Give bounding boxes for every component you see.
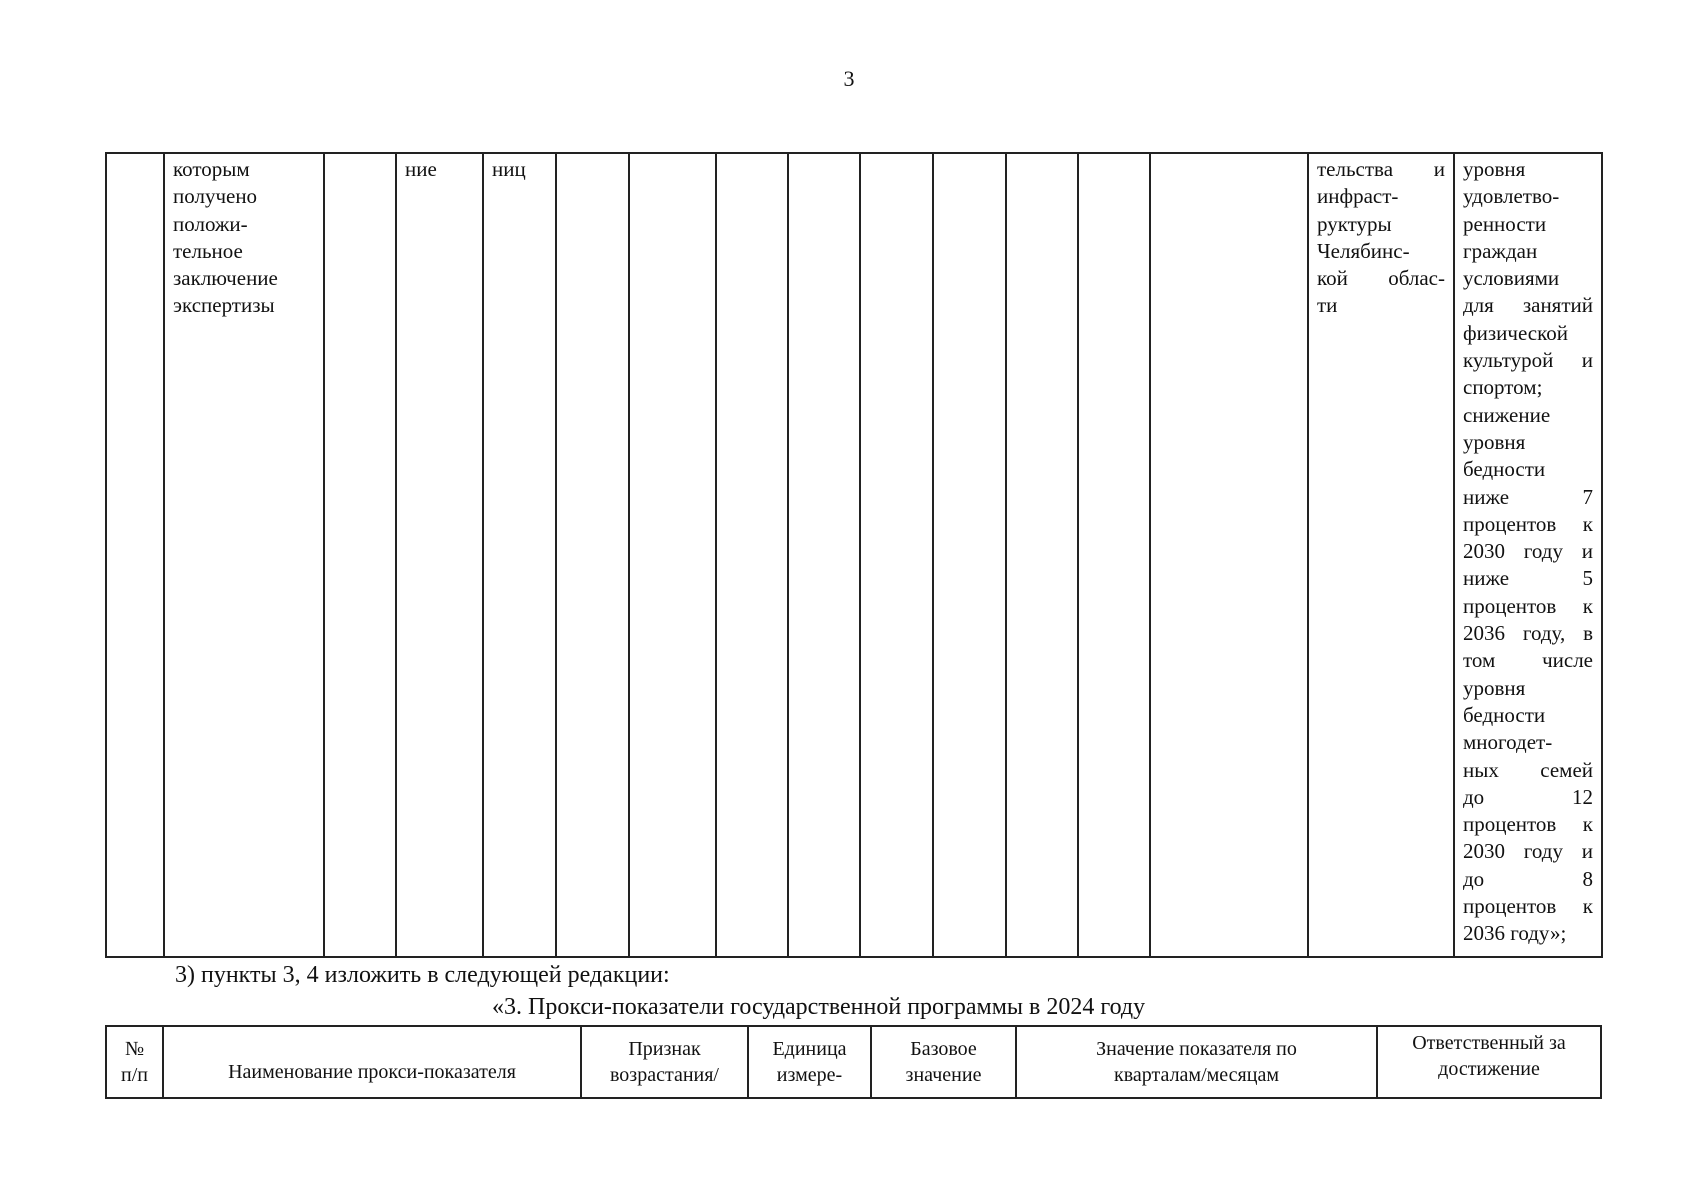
cell-line: процентов к bbox=[1463, 593, 1593, 618]
cell-line: ных семей bbox=[1463, 757, 1593, 782]
header-cell-unit bbox=[748, 1026, 871, 1098]
table-cell bbox=[1150, 153, 1308, 957]
cell-line: Челябинс- bbox=[1317, 238, 1410, 263]
table-cell-responsible bbox=[1308, 153, 1454, 957]
header-cell-trend bbox=[581, 1026, 748, 1098]
cell-line: заключение bbox=[173, 266, 278, 291]
table-cell bbox=[106, 153, 164, 957]
cell-line: ти bbox=[1317, 293, 1338, 318]
table-cell bbox=[1006, 153, 1078, 957]
continued-indicator-table bbox=[105, 152, 1603, 958]
header-line: Базовое bbox=[910, 1038, 977, 1060]
table-cell bbox=[933, 153, 1006, 957]
cell-line: процентов к bbox=[1463, 511, 1593, 536]
cell-line: снижение bbox=[1463, 402, 1551, 427]
cell-line: многодет- bbox=[1463, 730, 1553, 755]
cell-line: спортом; bbox=[1463, 375, 1543, 400]
table-cell bbox=[324, 153, 396, 957]
header-line: значение bbox=[905, 1064, 982, 1086]
table-cell bbox=[860, 153, 933, 957]
header-line: измере- bbox=[776, 1064, 843, 1086]
cell-line: физической bbox=[1463, 320, 1568, 345]
table-cell-national-goal bbox=[1454, 153, 1602, 957]
cell-line: ниже 7 bbox=[1463, 484, 1593, 509]
page-number: 3 bbox=[843, 66, 855, 91]
section-title: «3. Прокси-показатели государственной программы в 2024 году bbox=[492, 994, 1146, 1020]
table-cell bbox=[629, 153, 716, 957]
table-cell bbox=[788, 153, 860, 957]
cell-line: 2030 году и bbox=[1463, 539, 1593, 564]
cell-line: которым bbox=[173, 157, 250, 181]
table-cell bbox=[1078, 153, 1150, 957]
table-row bbox=[106, 153, 1602, 957]
cell-line: удовлетво- bbox=[1463, 184, 1560, 209]
header-line: Ответственный за bbox=[1412, 1032, 1566, 1054]
cell-line: 2036 году, в bbox=[1463, 621, 1593, 646]
header-line: № bbox=[124, 1038, 145, 1060]
cell-line: инфраст- bbox=[1317, 184, 1399, 209]
table-cell bbox=[716, 153, 788, 957]
cell-line: экспертизы bbox=[173, 293, 275, 318]
header-line: Единица bbox=[772, 1038, 847, 1060]
cell-text: ниц bbox=[492, 157, 526, 181]
cell-line: уровня bbox=[1463, 157, 1526, 181]
cell-line: уровня bbox=[1463, 429, 1526, 454]
header-line: Признак bbox=[628, 1038, 701, 1060]
cell-line: до 8 bbox=[1463, 866, 1593, 891]
cell-line: том числе bbox=[1463, 648, 1593, 673]
cell-text: ние bbox=[405, 157, 437, 181]
table-cell-indicator-name bbox=[164, 153, 324, 957]
table-cell bbox=[556, 153, 629, 957]
cell-line: тельное bbox=[173, 238, 243, 263]
proxy-indicators-table-header bbox=[105, 1025, 1602, 1099]
header-line: Значение показателя по bbox=[1096, 1038, 1297, 1060]
header-cell-responsible bbox=[1377, 1026, 1601, 1098]
header-cell-name bbox=[163, 1026, 581, 1098]
header-cell-number bbox=[106, 1026, 163, 1098]
cell-line: процентов к bbox=[1463, 894, 1593, 919]
cell-line: 2030 году и bbox=[1463, 839, 1593, 864]
header-cell-quarterly-values bbox=[1016, 1026, 1377, 1098]
table-cell bbox=[483, 153, 556, 957]
cell-line: ниже 5 bbox=[1463, 566, 1593, 591]
cell-line: граждан bbox=[1463, 238, 1538, 263]
cell-line: тельства и bbox=[1317, 157, 1445, 181]
cell-line: процентов к bbox=[1463, 812, 1593, 837]
cell-line: условиями bbox=[1463, 266, 1560, 291]
cell-line: положи- bbox=[173, 211, 248, 236]
cell-line: бедности bbox=[1463, 702, 1546, 727]
header-line: Наименование прокси-показателя bbox=[228, 1061, 516, 1083]
cell-line: бедности bbox=[1463, 457, 1546, 482]
cell-line: для занятий bbox=[1463, 293, 1593, 318]
table-cell bbox=[396, 153, 483, 957]
amendment-text: 3) пункты 3, 4 изложить в следующей редакции: bbox=[175, 962, 670, 988]
header-line: п/п bbox=[121, 1064, 148, 1086]
header-line: возрастания/ bbox=[610, 1064, 719, 1086]
cell-line: кой облас- bbox=[1317, 266, 1445, 291]
header-line: кварталам/месяцам bbox=[1114, 1064, 1279, 1086]
cell-line: 2036 году»; bbox=[1463, 921, 1567, 946]
cell-line: культурой и bbox=[1463, 348, 1593, 373]
cell-line: получено bbox=[173, 184, 258, 209]
header-cell-base-value bbox=[871, 1026, 1016, 1098]
header-row bbox=[106, 1026, 1601, 1098]
cell-line: уровня bbox=[1463, 675, 1526, 700]
header-line: достижение bbox=[1438, 1058, 1540, 1080]
cell-line: ренности bbox=[1463, 211, 1547, 236]
cell-line: руктуры bbox=[1317, 211, 1392, 236]
cell-line: до 12 bbox=[1463, 784, 1593, 809]
